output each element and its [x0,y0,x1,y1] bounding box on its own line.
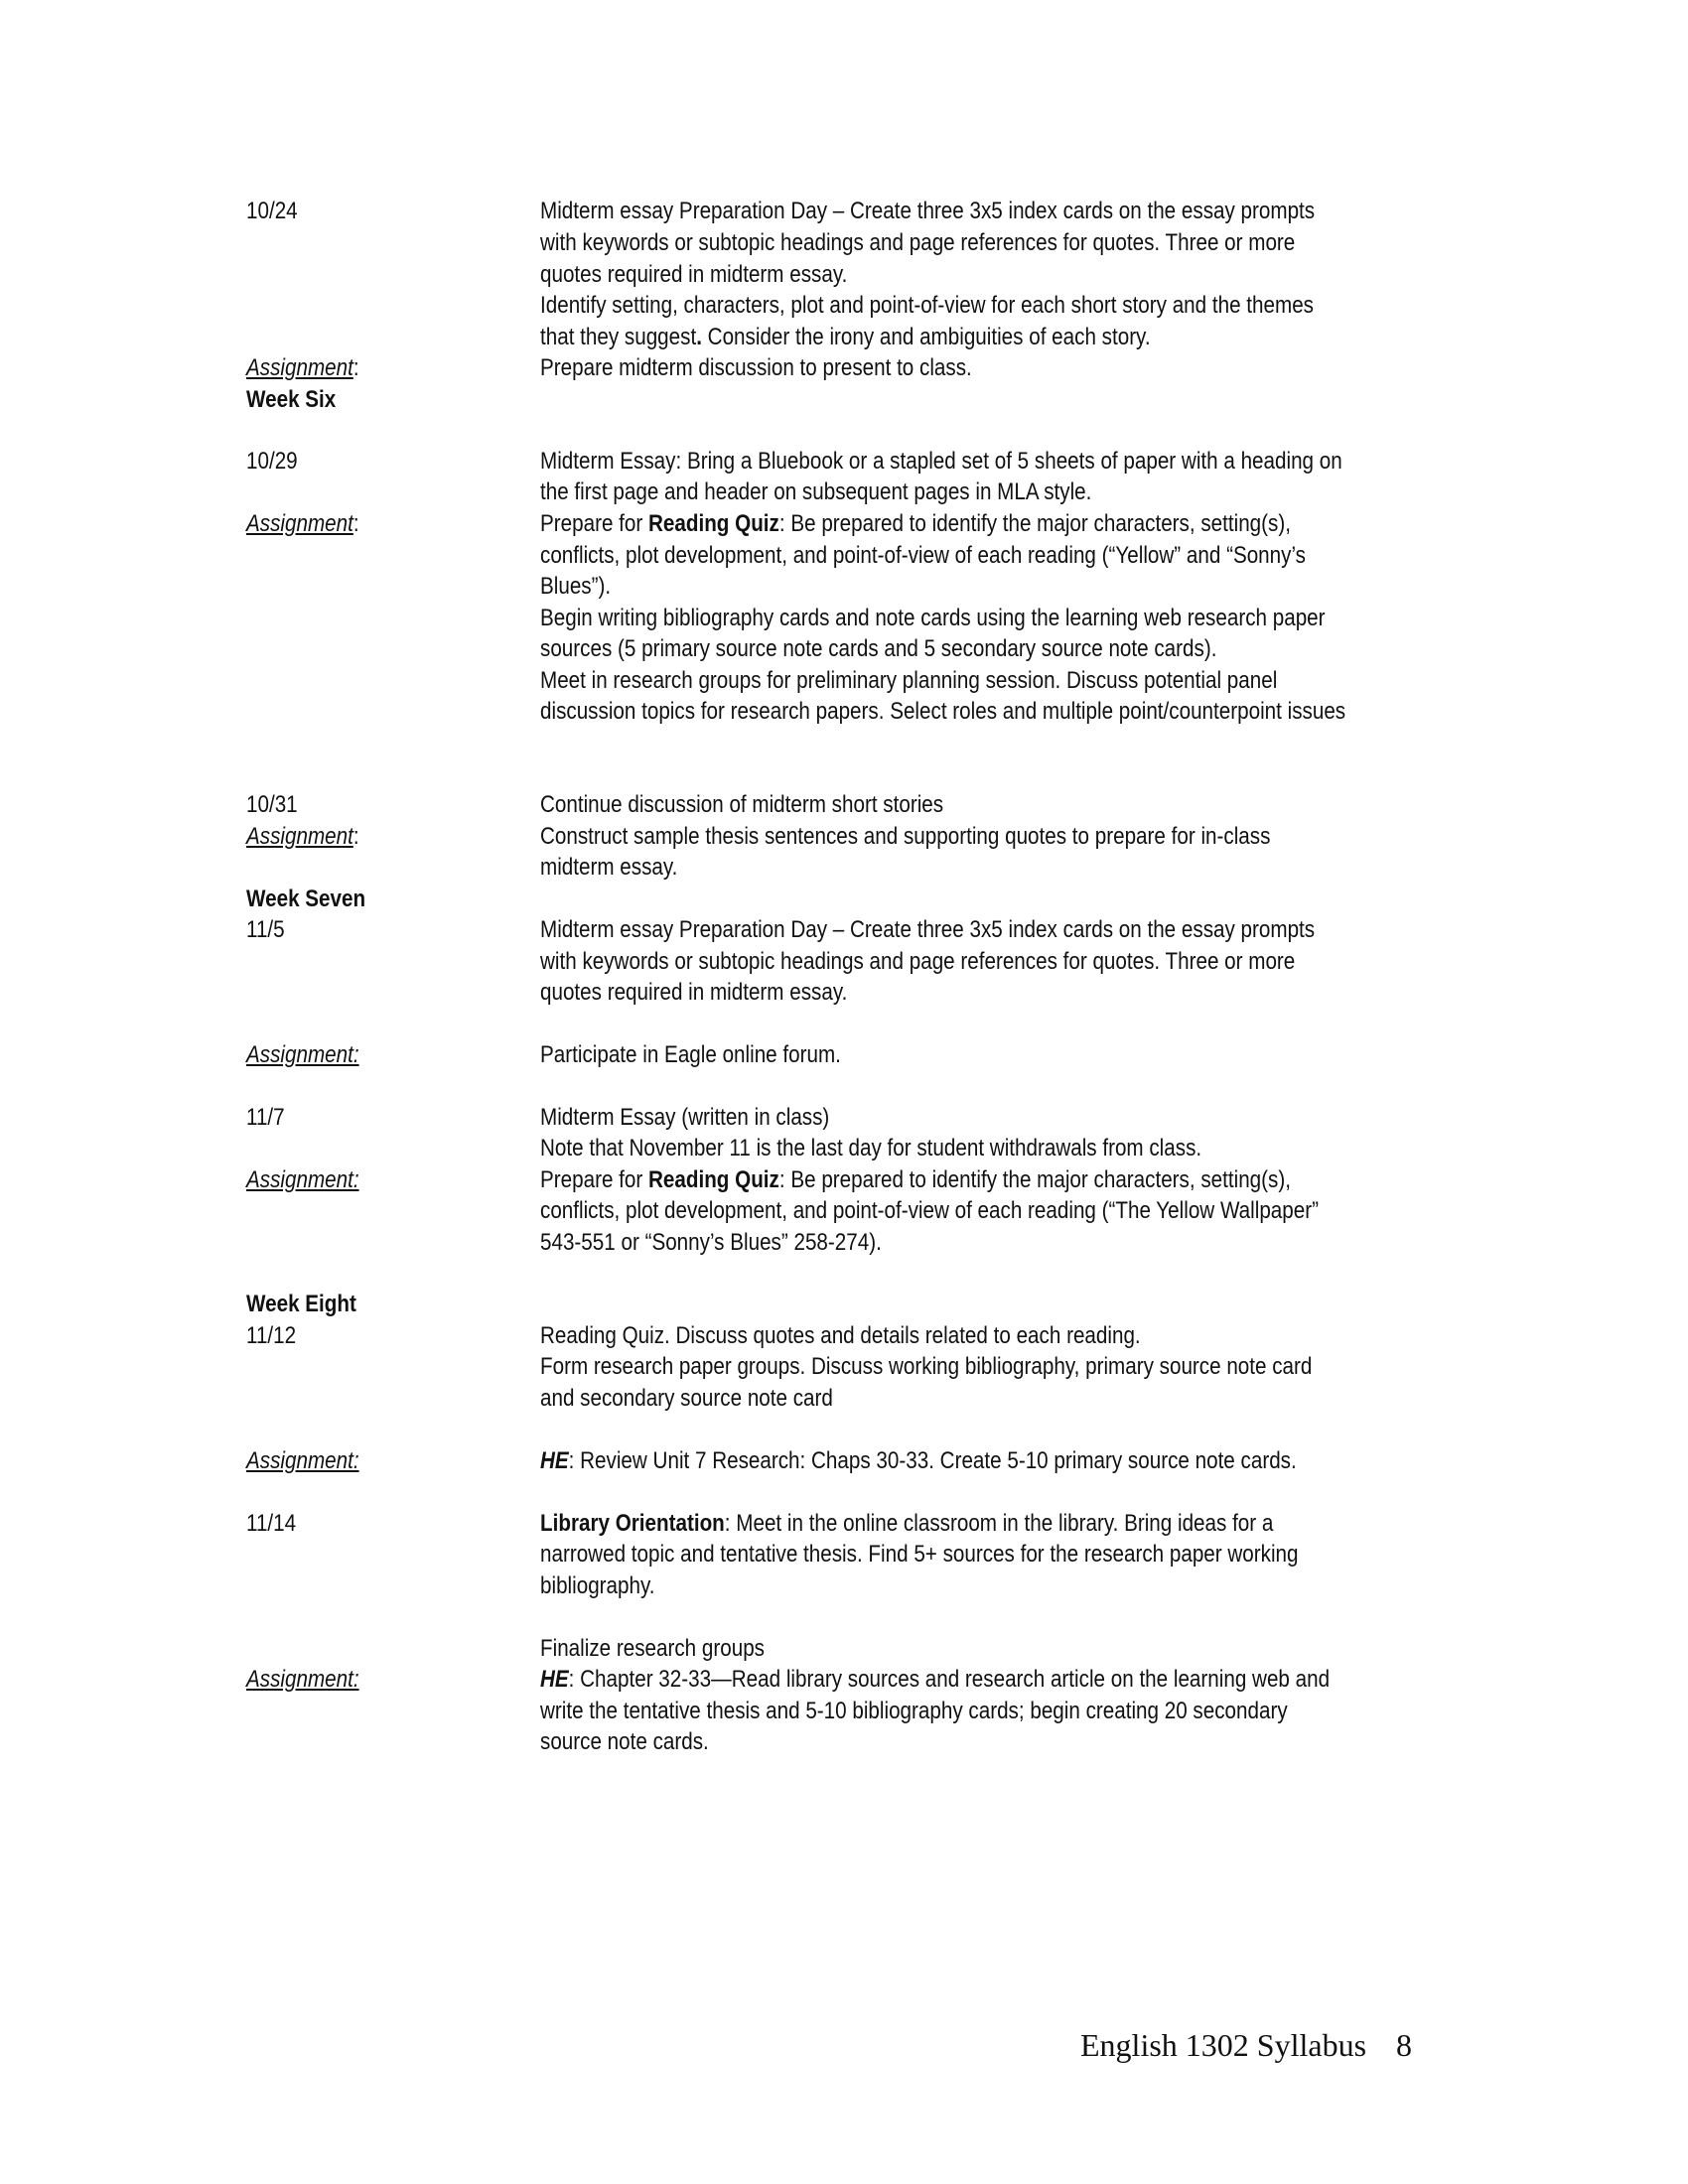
text-line: write the tentative thesis and 5-10 bibliography cards; begin creating 20 secondary [540,1698,1288,1724]
date-11-7: 11/7 [246,1104,285,1131]
text-line: Midterm Essay: Bring a Bluebook or a stapled set of 5 sheets of paper with a heading on [540,448,1342,475]
week-heading: Week Six [246,386,337,413]
text-line [540,323,1151,352]
he-label: HE [540,1447,569,1474]
page-footer [1080,2025,1412,2065]
text-line: Construct sample thesis sentences and supporting quotes to prepare for in-class [540,823,1271,850]
assignment-label: Assignment: [246,823,359,850]
date-10-31: 10/31 [246,791,298,818]
text-line: narrowed topic and tentative thesis. Find 5+ sources for the research paper working [540,1541,1299,1568]
text-line: Form research paper groups. Discuss working bibliography, primary source note card [540,1353,1313,1380]
text-line: and secondary source note card [540,1385,833,1412]
bold-period: . [696,324,702,350]
text-line: Finalize research groups [540,1635,766,1662]
text-line: sources (5 primary source note cards and 5 secondary source note cards). [540,635,1217,662]
week-heading: Week Eight [246,1291,356,1317]
footer-title: English 1302 Syllabus [1080,2027,1367,2063]
date-11-5: 11/5 [246,916,285,943]
reading-quiz-bold: Reading Quiz [647,510,779,537]
assignment-label: Assignment: [246,1666,359,1693]
text-line: Library Orientation: Meet in the online classroom in the library. Bring ideas for a [540,1510,1274,1537]
library-orientation-bold: Library Orientation [540,1510,725,1537]
text-line: Participate in Eagle online forum. [540,1041,841,1068]
date-10-29: 10/29 [246,448,298,475]
text-line: with keywords or subtopic headings and page references for quotes. Three or more [540,229,1296,256]
text-line: Midterm Essay (written in class) [540,1104,830,1131]
text-line: discussion topics for research papers. Select roles and multiple point/counterpoint issues [540,698,1346,725]
text-segment: Consider the irony and ambiguities of each story. [701,324,1151,350]
text-line: Prepare for Reading Quiz: Be prepared to identify the major characters, setting(s), [540,510,1291,537]
assignment-label: Assignment: [246,1041,359,1068]
text-line: with keywords or subtopic headings and page references for quotes. Three or more [540,948,1296,975]
text-line: Identify setting, characters, plot and point-of-view for each short story and the themes [540,292,1314,319]
assignment-label: Assignment: [246,510,359,537]
text-line: Midterm essay Preparation Day – Create three 3x5 index cards on the essay prompts [540,916,1316,943]
text-line: HE: Chapter 32-33—Read library sources and research article on the learning web and [540,1666,1331,1693]
text-line: Begin writing bibliography cards and note cards using the learning web research paper [540,605,1326,631]
text-line: quotes required in midterm essay. [540,979,848,1006]
text-line: Prepare for Reading Quiz: Be prepared to identify the major characters, setting(s), [540,1166,1291,1193]
text-line: conflicts, plot development, and point-of-view of each reading (“The Yellow Wallpaper” [540,1197,1319,1224]
date-11-12: 11/12 [246,1322,297,1349]
assignment-label: Assignment: [246,1166,359,1193]
text-line: Reading Quiz. Discuss quotes and details related to each reading. [540,1322,1141,1349]
text-line: the first page and header on subsequent pages in MLA style. [540,478,1092,505]
text-segment: that they suggest [540,324,697,350]
assignment-label: Assignment: [246,354,359,381]
text-line: Prepare midterm discussion to present to class. [540,354,972,381]
date-11-14: 11/14 [246,1510,297,1537]
week-heading: Week Seven [246,886,366,912]
text-line: 543-551 or “Sonny’s Blues” 258-274). [540,1229,882,1256]
text-line: Continue discussion of midterm short stories [540,791,944,818]
text-line: Midterm essay Preparation Day – Create three 3x5 index cards on the essay prompts [540,198,1316,224]
assignment-label: Assignment: [246,1447,359,1474]
date-10-24: 10/24 [246,198,298,224]
text-line: bibliography. [540,1572,655,1599]
text-line: conflicts, plot development, and point-of-view of each reading (“Yellow” and “Sonny’s [540,542,1307,569]
text-line: midterm essay. [540,854,678,881]
text-line: Note that November 11 is the last day for student withdrawals from class. [540,1135,1202,1161]
he-label: HE [540,1666,569,1693]
text-line: quotes required in midterm essay. [540,261,848,288]
page-number: 8 [1396,2027,1413,2063]
reading-quiz-bold: Reading Quiz [647,1166,779,1193]
text-line: source note cards. [540,1728,709,1755]
text-line: Blues”). [540,573,612,600]
text-line: Meet in research groups for preliminary planning session. Discuss potential panel [540,667,1278,694]
text-line: HE: Review Unit 7 Research: Chaps 30-33. Create 5-10 primary source note cards. [540,1447,1297,1474]
